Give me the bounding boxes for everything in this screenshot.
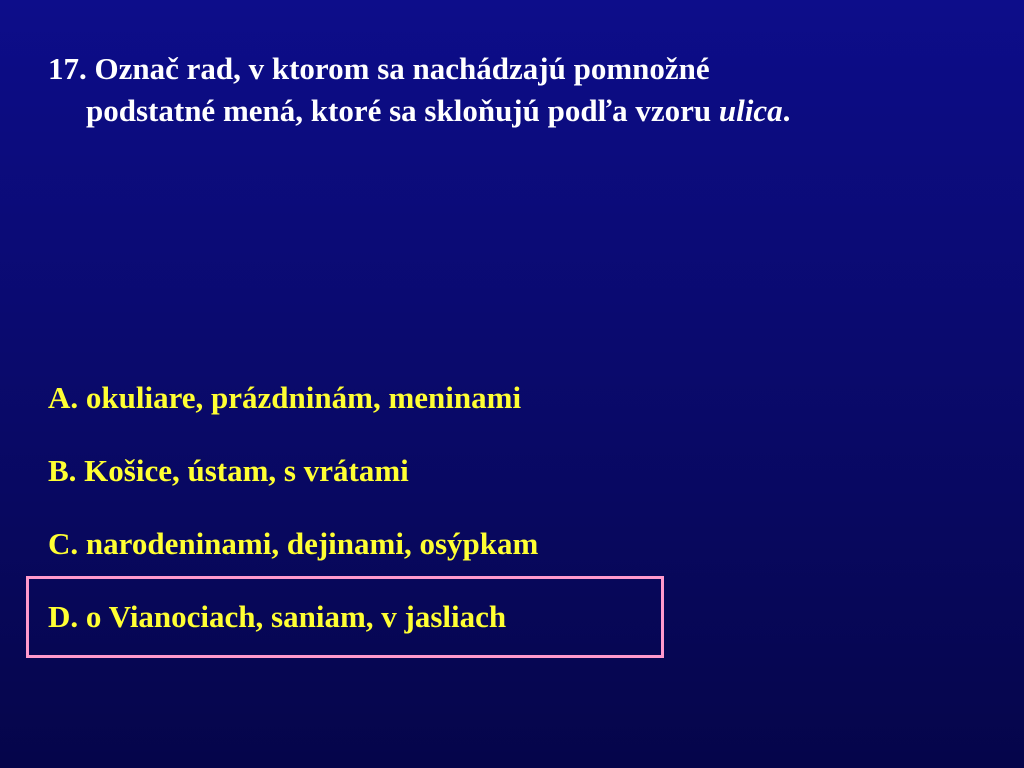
pattern-word: ulica bbox=[718, 93, 783, 128]
correct-answer-highlight-box bbox=[26, 576, 664, 658]
option-a[interactable]: A. okuliare, prázdninám, meninami bbox=[48, 380, 522, 415]
option-d[interactable]: D. o Vianociach, saniam, v jasliach bbox=[48, 599, 507, 634]
option-b[interactable]: B. Košice, ústam, s vrátami bbox=[48, 453, 409, 488]
question-text bbox=[48, 48, 998, 132]
option-c[interactable]: C. narodeninami, dejinami, osýpkam bbox=[48, 526, 539, 561]
question-period: . bbox=[782, 93, 791, 128]
question-line-2-text: podstatné mená, ktoré sa skloňujú podľa vzoru bbox=[86, 93, 719, 128]
question-line-1: 17. Označ rad, v ktorom sa nachádzajú pomnožné bbox=[48, 51, 710, 86]
question-line-2 bbox=[48, 90, 998, 132]
